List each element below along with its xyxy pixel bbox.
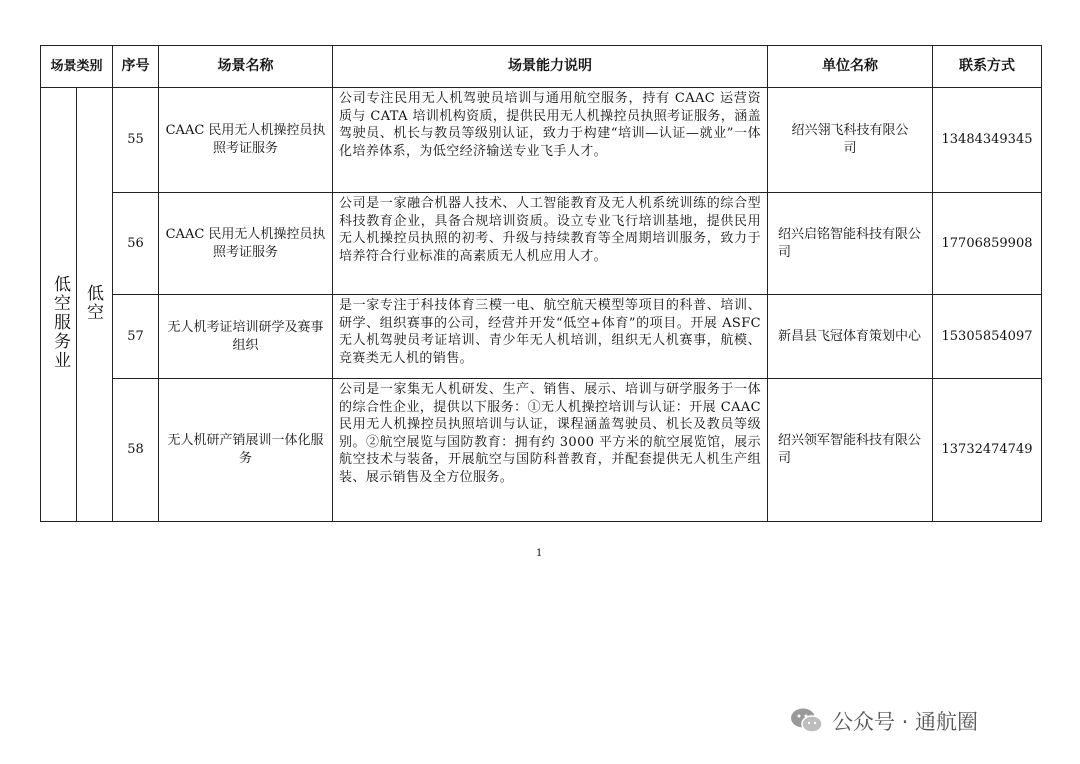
header-unit: 单位名称 <box>768 46 933 88</box>
row-no: 58 <box>113 379 159 522</box>
row-desc: 是一家专注于科技体育三模一电、航空航天模型等项目的科普、培训、研学、组织赛事的公司，经营并开发“低空+体育”的项目。开展 ASFC 无人机驾驶员考证培训、青少年无人机培训，组织无人机赛事，航模、竞赛类无人机的销售。 <box>333 295 768 379</box>
watermark-text: 公众号 · 通航圈 <box>832 710 979 734</box>
header-desc: 场景能力说明 <box>333 46 768 88</box>
header-category: 场景类别 <box>41 46 113 88</box>
row-desc: 公司专注民用无人机驾驶员培训与通用航空服务，持有 CAAC 运营资质与 CATA 培训机构资质，提供民用无人机操控员执照考证服务，涵盖驾驶员、机长与教员等级别认证，致力于构建“培训—认证—就业”一体化培养体系，为低空经济输送专业飞手人才。 <box>333 88 768 193</box>
page-number: 1 <box>536 548 543 559</box>
row-contact: 13484349345 <box>933 88 1042 193</box>
header-contact: 联系方式 <box>933 46 1042 88</box>
row-no: 56 <box>113 193 159 295</box>
header-name: 场景名称 <box>159 46 333 88</box>
table-row <box>41 379 1042 522</box>
row-desc: 公司是一家融合机器人技术、人工智能教育及无人机系统训练的综合型科技教育企业，具备合规培训资质。设立专业飞行培训基地，提供民用无人机操控员执照的初考、升级与持续教育等全周期培训服务，致力于培养符合行业标准的高素质无人机应用人才。 <box>333 193 768 295</box>
watermark <box>790 706 978 736</box>
row-desc: 公司是一家集无人机研发、生产、销售、展示、培训与研学服务于一体的综合性企业，提供以下服务：①无人机操控培训与认证：开展 CAAC 民用无人机操控员执照培训与认证，课程涵盖驾驶员、机长及教员等级别。②航空展览与国防教育：拥有约 3000 平方米的航空展览馆，展示航空技术与装备，开展航空与国防科普教育，并配套提供无人机生产组装、展示销售及全方位服务。 <box>333 379 768 522</box>
row-contact: 15305854097 <box>933 295 1042 379</box>
row-no: 55 <box>113 88 159 193</box>
row-no: 57 <box>113 295 159 379</box>
row-name: CAAC 民用无人机操控员执照考证服务 <box>159 193 333 295</box>
row-name: 无人机研产销展训一体化服务 <box>159 379 333 522</box>
row-name: CAAC 民用无人机操控员执照考证服务 <box>159 88 333 193</box>
row-contact: 17706859908 <box>933 193 1042 295</box>
row-unit: 绍兴启铭智能科技有限公司 <box>768 193 933 295</box>
wechat-icon <box>790 707 824 735</box>
row-contact: 13732474749 <box>933 379 1042 522</box>
row-unit: 新昌县飞冠体育策划中心 <box>768 295 933 379</box>
table-row <box>41 193 1042 295</box>
header-row <box>41 46 1042 88</box>
row-name: 无人机考证培训研学及赛事组织 <box>159 295 333 379</box>
row-unit: 绍兴领军智能科技有限公司 <box>768 379 933 522</box>
header-no: 序号 <box>113 46 159 88</box>
table-row <box>41 88 1042 193</box>
scenario-table <box>40 45 1042 522</box>
category-sub: 低空 <box>77 88 113 522</box>
row-unit: 绍兴翎飞科技有限公司 <box>768 88 933 193</box>
category-main: 低空服务业 <box>41 88 77 522</box>
table-row <box>41 295 1042 379</box>
